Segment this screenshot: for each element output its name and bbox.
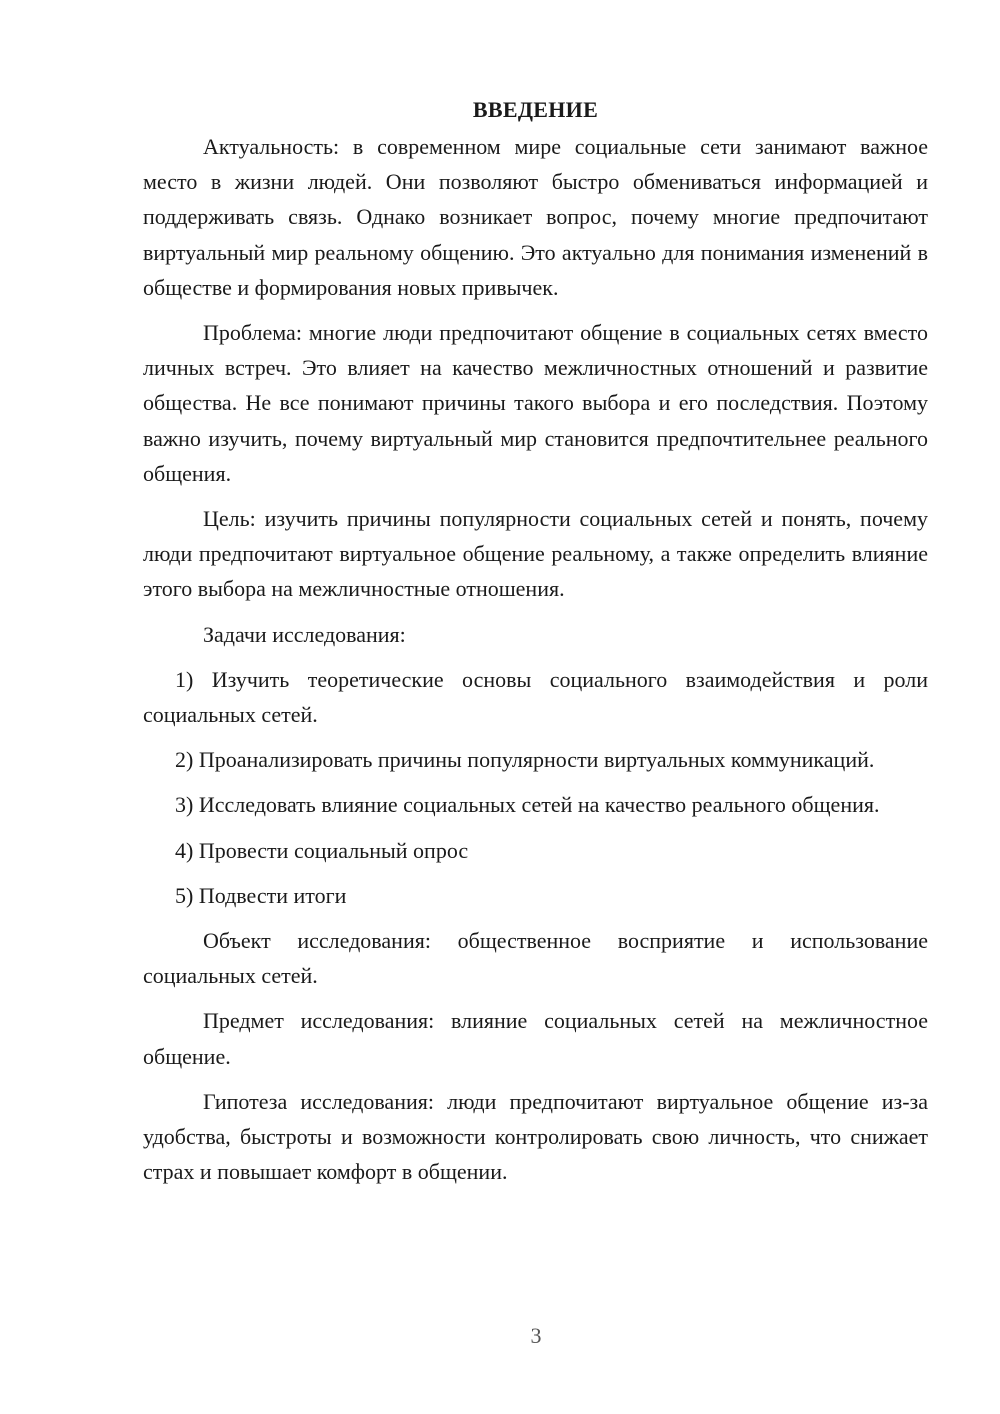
paragraph-hypothesis: Гипотеза исследования: люди предпочитают виртуальное общение из-за удобства, быстроты и возможности контролировать свою личность, что снижает страх и повышает комфорт в общении.	[143, 1088, 928, 1185]
paragraph-relevance: Актуальность: в современном мире социальные сети занимают важное место в жизни людей. Они позволяют быстро обмениваться информацией и поддерживать связь. Однако возникает вопрос, почему многие предпочитают виртуальный мир реальному общению. Это актуально для понимания изменений в обществе и формирования новых привычек.	[143, 134, 928, 300]
task-item-3: 3) Исследовать влияние социальных сетей на качество реального общения.	[175, 792, 880, 818]
paragraph-goal: Цель: изучить причины популярности социальных сетей и понять, почему люди предпочитают виртуальное общение реальному, а также определить влияние этого выбора на межличностные отношения.	[143, 506, 928, 602]
paragraph-tasks-heading: Задачи исследования:	[203, 621, 406, 647]
task-item-1: 1) Изучить теоретические основы социального взаимодействия и роли социальных сетей.	[143, 666, 928, 728]
task-item-2: 2) Проанализировать причины популярности виртуальных коммуникаций.	[175, 747, 875, 773]
paragraph-subject: Предмет исследования: влияние социальных сетей на межличностное общение.	[143, 1008, 928, 1069]
paragraph-problem: Проблема: многие люди предпочитают общение в социальных сетях вместо личных встреч. Это влияет на качество межличностных отношений и развитие общества. Не все понимают причины такого выбора и его последствия. Поэтому важно изучить, почему виртуальный мир становится предпочтительнее реального общения.	[143, 320, 928, 486]
paragraph-object: Объект исследования: общественное восприятие и использование социальных сетей.	[143, 928, 928, 989]
page-number: 3	[530, 1323, 542, 1348]
task-item-4: 4) Провести социальный опрос	[175, 837, 469, 863]
page-title: ВВЕДЕНИЕ	[472, 97, 599, 122]
page-content	[143, 92, 928, 1189]
task-item-5: 5) Подвести итоги	[175, 882, 347, 908]
